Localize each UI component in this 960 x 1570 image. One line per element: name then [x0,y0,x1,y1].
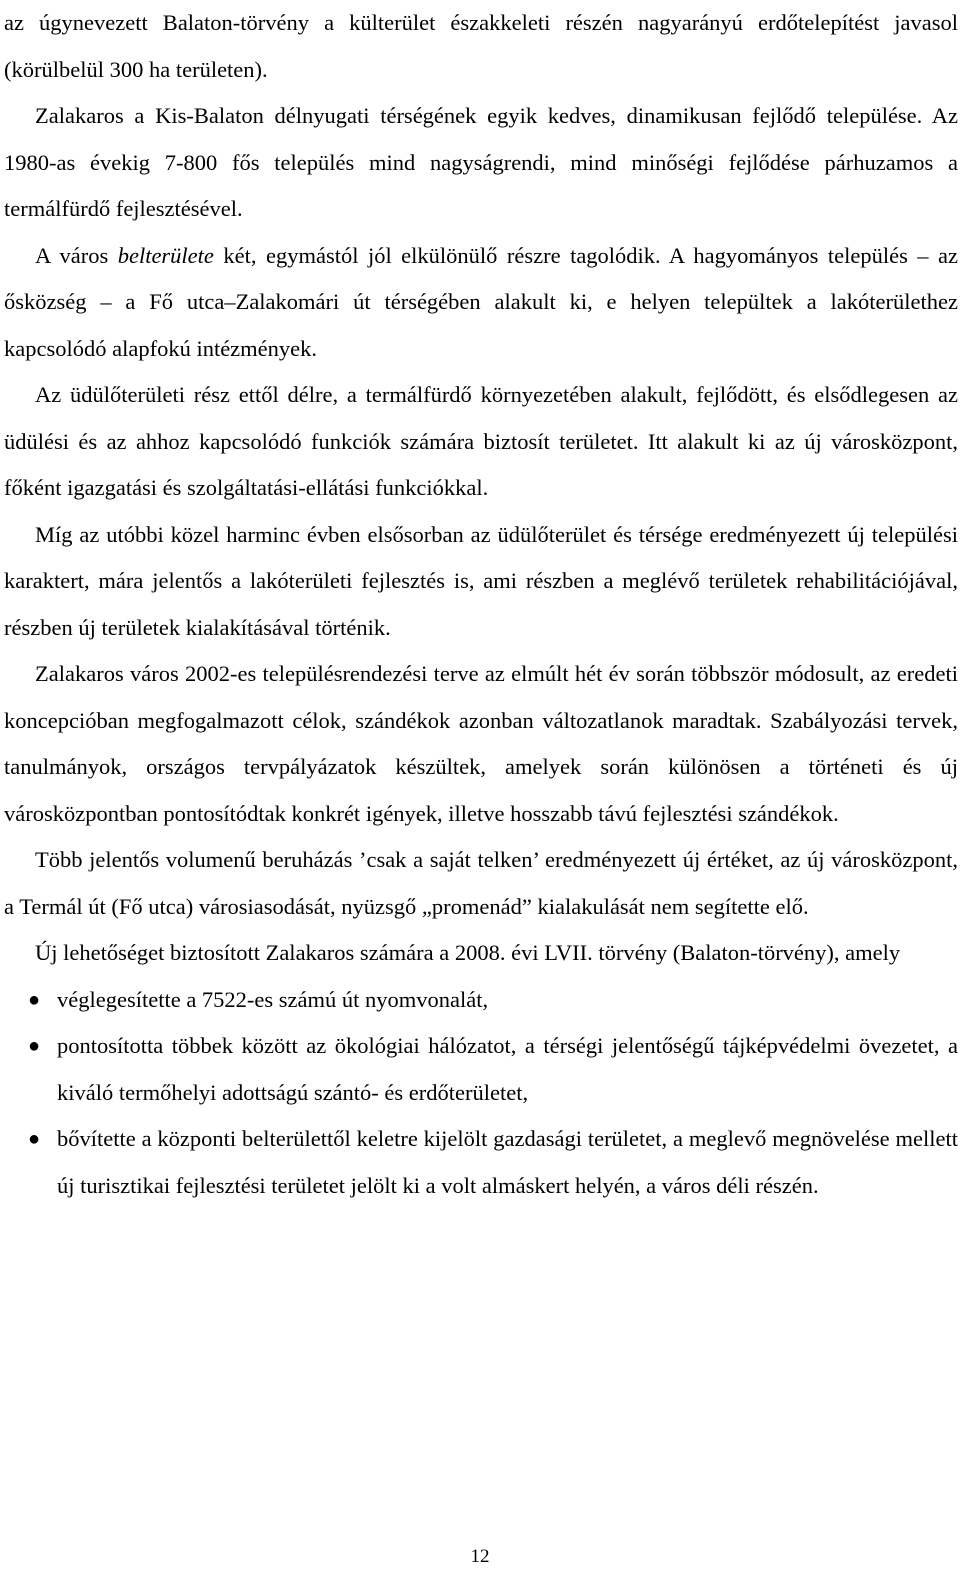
bullet-item [4,1116,958,1209]
paragraph-udulo-terulet: Az üdülőterületi rész ettől délre, a termálfürdő környezetében alakult, fejlődött, és elsődlegesen az üdülési és az ahhoz kapcsolódó funkciók számára biztosít területet. Itt alakult ki az új városközpont, főként igazgatási és szolgáltatási-ellátási funkciókkal. [4,382,958,500]
paragraph-balaton-torveny: Új lehetőséget biztosított Zalakaros számára a 2008. évi LVII. törvény (Balaton-törvény), amely [35,940,901,965]
paragraph-belterulet-rest: két, egymástól jól elkülönülő részre tagolódik. A hagyományos település – az ősközség – a Fő utca–Zalakomári út térségében alakult ki, e helyen települtek a lakóterülethez kapcsolódó alapfokú intézmények. [4,242,959,361]
bullet-item [4,977,958,1024]
page-number: 12 [470,1546,490,1567]
paragraph-continuation: az úgynevezett Balaton-törvény a külterület északkeleti részén nagyarányú erdőtelepítést javasol (körülbelül 300 ha területen). [4,10,958,82]
bullet-text: véglegesítette a 7522-es számú út nyomvonalát, [57,986,489,1012]
bullet-marker: ● [28,1128,41,1150]
bullet-text: pontosította többek között az ökológiai hálózatot, a térségi jelentőségű tájképvédelmi övezetet, a kiváló termőhelyi adottságú szántó- és erdőterületet, [57,1033,958,1105]
paragraph-fejlesztes: Míg az utóbbi közel harminc évben elsősorban az üdülőterület és térsége eredményezett új települési karaktert, mára jelentős a lakóterületi fejlesztés is, ami részben a meglévő területek rehabilitációjával, részben új területek kialakításával történik. [4,521,958,640]
bullet-item [4,1023,958,1116]
paragraph-belterulet [4,233,958,373]
paragraph-rendezesi-terv: Zalakaros város 2002-es településrendezési terve az elmúlt hét év során többször módosult, az eredeti koncepcióban megfogalmazott célok, szándékok azonban változatlanok maradtak. Szabályozási tervek, tanulmányok, országos tervpályázatok készültek, amelyek során különösen a történeti és új városközpontban pontosítódtak konkrét igények, illetve hosszabb távú fejlesztési szándékok. [4,661,958,826]
document-page [4,0,958,1209]
bullet-text: bővítette a központi belterülettől keletre kijelölt gazdasági területet, a meglevő megnövelése mellett új turisztikai fejlesztési területet jelölt ki a volt almáskert helyén, a város déli részén. [57,1126,958,1198]
paragraph-belterulet-start: A város [35,242,118,268]
emphasized-term: belterülete [117,242,214,268]
paragraph-zalakaros-intro: Zalakaros a Kis-Balaton délnyugati térségének egyik kedves, dinamikusan fejlődő települése. Az 1980-as évekig 7-800 fős település mind nagyságrendi, mind minőségi fejlődése párhuzamos a termálfürdő fejlesztésével. [4,103,958,221]
bullet-marker: ● [28,988,41,1011]
bullet-list [4,977,958,1210]
paragraph-beruhazasok: Több jelentős volumenű beruházás ’csak a saját telken’ eredményezett új értéket, az új városközpont, a Termál út (Fő utca) városiasodását, nyüzsgő „promenád” kialakulását nem segítette elő. [4,847,958,919]
bullet-marker: ● [28,1035,41,1057]
